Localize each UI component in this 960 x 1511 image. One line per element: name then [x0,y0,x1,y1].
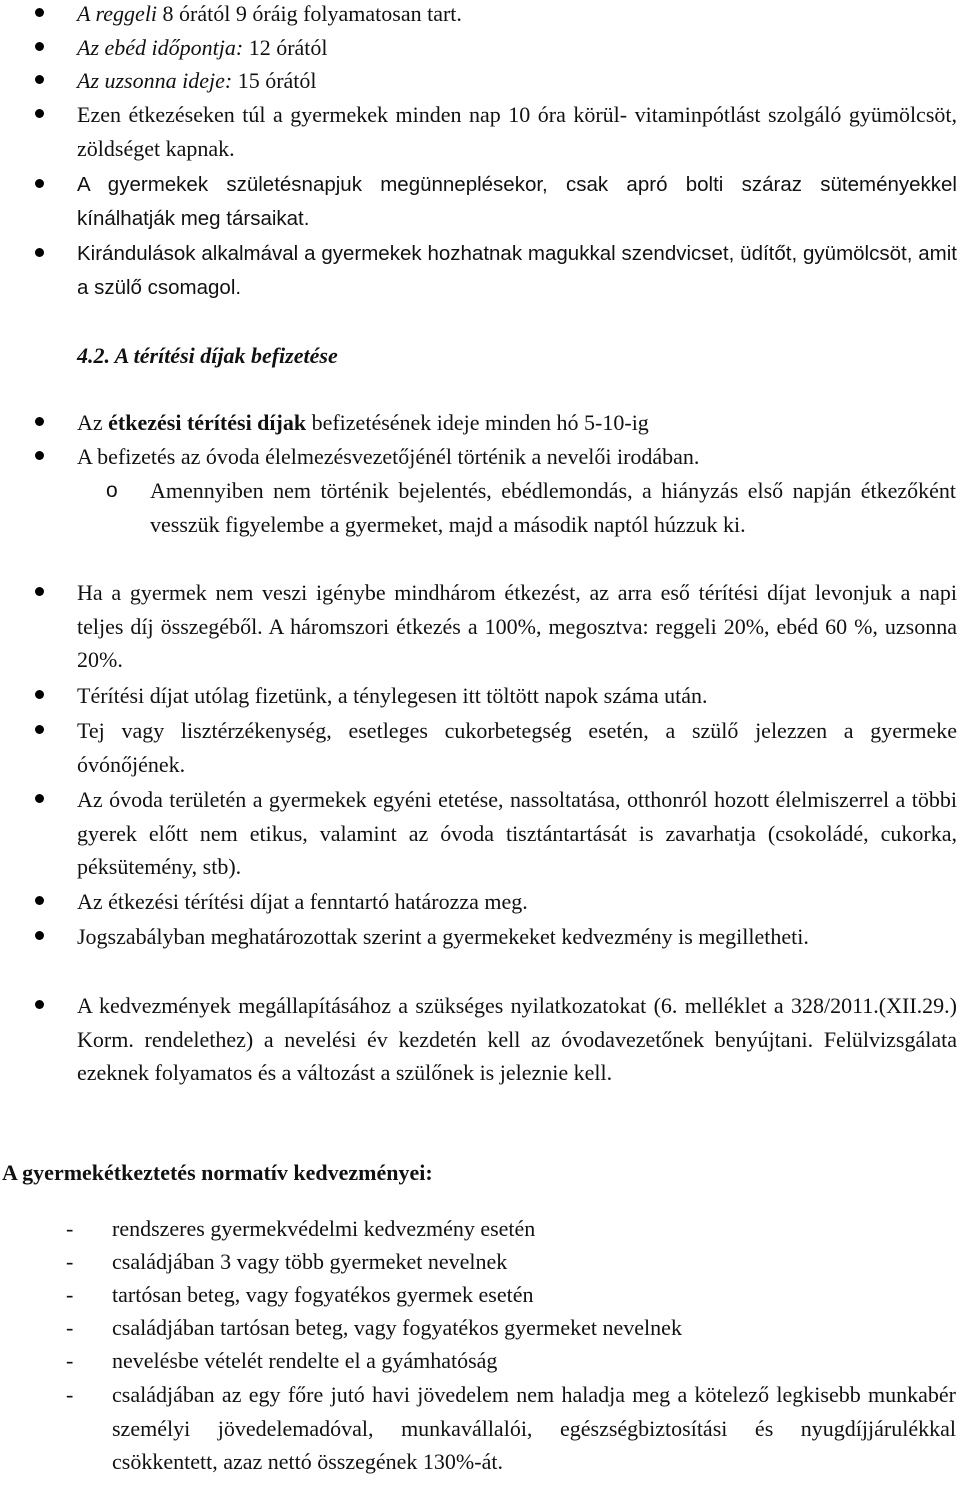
normative-title: A gyermekétkeztetés normatív kedvezményei: [2,1160,433,1185]
deadline-bold: étkezési térítési díjak [108,410,307,435]
snack-label: Az uzsonna ideje: [77,68,233,93]
dash-marker: - [66,1249,74,1274]
payment-where: A befizetés az óvoda élelmezésvezetőjénél történik a nevelői irodában. [77,440,957,474]
payment-postpaid: Térítési díjat utólag fizetünk, a ténylegesen itt töltött napok száma után. [77,679,957,713]
lunch-text: 12 órától [243,35,328,60]
payment-partial: Ha a gyermek nem veszi igénybe mindhárom étkezést, az arra eső térítési díjat levonjuk a napi teljes díj összegéből. A háromszori étkezés a 100%, megosztva: reggeli 20%, ebéd 60 %, uzsonna 20%. [77,576,957,677]
payment-declaration: A kedvezmények megállapításához a szükséges nyilatkozatokat (6. melléklet a 328/2011.(XII.29.) Korm. rendelethez) a nevelési év kezdetén kell az óvodavezetőnek benyújtani. Felülvizsgálata ezeknek folyamatos és a változást a szülőnek is jeleznie kell. [77,989,957,1090]
normative-item: rendszeres gyermekvédelmi kedvezmény esetén [112,1216,536,1241]
dash-marker: - [66,1216,74,1241]
normative-item: családjában tartósan beteg, vagy fogyatékos gyermeket nevelnek [112,1315,682,1340]
normative-item: nevelésbe vételét rendelte el a gyámhatóság [112,1348,498,1373]
dash-marker: - [66,1382,74,1407]
meal-excursion: Kirándulások alkalmával a gyermekek hozhatnak magukkal szendvicset, üdítőt, gyümölcsöt, amit a szülő csomagol. [77,237,957,304]
meal-fruit: Ezen étkezéseken túl a gyermekek minden nap 10 óra körül- vitaminpótlást szolgáló gyümölcsöt, zöldséget kapnak. [77,98,957,165]
payment-discount-law: Jogszabályban meghatározottak szerint a gyermekeket kedvezmény is megilletheti. [77,920,957,954]
dash-marker: - [66,1315,74,1340]
meal-lunch [77,31,957,65]
payment-deadline [77,406,957,440]
payment-fee-set: Az étkezési térítési díjat a fenntartó határozza meg. [77,885,957,919]
meal-birthday: A gyermekek születésnapjuk megünneplésekor, csak apró bolti száraz süteményekkel kínálhatják meg társaikat. [77,168,957,235]
normative-item: tartósan beteg, vagy fogyatékos gyermek esetén [112,1282,534,1307]
breakfast-label: A reggeli [77,1,158,26]
dash-marker: - [66,1282,74,1307]
breakfast-text: 8 órától 9 óráig folyamatosan tart. [157,1,462,26]
payment-allergy: Tej vagy lisztérzékenység, esetleges cukorbetegség esetén, a szülő jelezzen a gyermeke óvónőjének. [77,714,957,781]
deadline-pre: Az [77,410,109,435]
payment-feeding: Az óvoda területén a gyermekek egyéni etetése, nassoltatása, otthonról hozott élelmiszerrel a többi gyerek előtt nem etikus, valamint az óvoda tisztántartását is zavarhatja (csokoládé, cukorka, péksütemény, stb). [77,783,957,884]
meal-breakfast [77,0,957,31]
lunch-label: Az ebéd időpontja: [77,35,244,60]
deadline-post: befizetésének ideje minden hó 5-10-ig [306,410,649,435]
section-title: 4.2. A térítési díjak befizetése [77,343,338,368]
snack-text: 15 órától [232,68,317,93]
meal-snack [77,64,957,98]
dash-marker: - [66,1348,74,1373]
normative-item: családjában az egy főre jutó havi jövedelem nem haladja meg a kötelező legkisebb munkabér személyi jövedelemadóval, munkavállalói, egészségbiztosítási és nyugdíjjárulékkal csökkentett, azaz nettó összegének 130%-át. [112,1382,956,1474]
normative-item: családjában 3 vagy több gyermeket nevelnek [112,1249,508,1274]
sub-marker: o [106,479,118,502]
payment-sub-item: Amennyiben nem történik bejelentés, ebédlemondás, a hiányzás első napján étkezőként vesszük figyelembe a gyermeket, majd a második naptól húzzuk ki. [150,478,956,537]
